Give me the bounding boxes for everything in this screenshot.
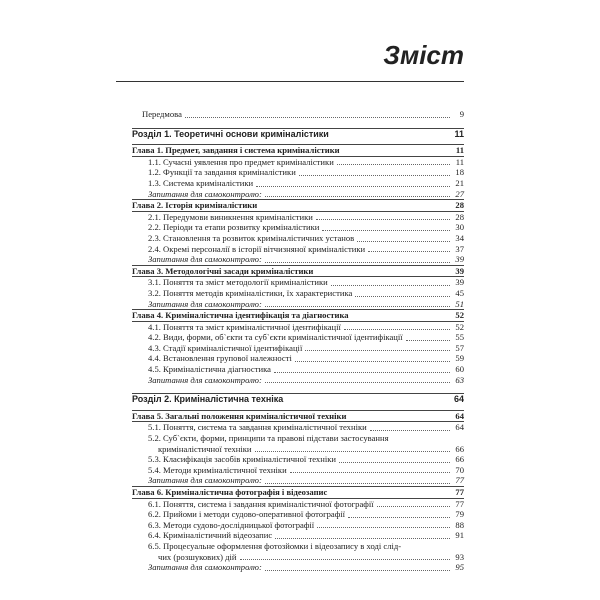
toc-entry-text: 4.2. Види, форми, об`єкти та суб`єкти криміналістичної ідентифікації	[148, 332, 403, 343]
toc-page-number: 93	[455, 551, 464, 562]
toc-entry-text: Запитання для самоконтролю:	[148, 475, 262, 486]
toc-section-entry[interactable]	[132, 353, 464, 364]
dot-leader	[265, 483, 450, 484]
toc-chapter-heading[interactable]	[132, 199, 464, 212]
toc-section-entry[interactable]	[132, 332, 464, 343]
toc-page-number: 27	[455, 188, 464, 199]
toc-section-entry[interactable]	[132, 157, 464, 168]
page-title: Зміст	[383, 40, 464, 70]
toc-entry-text: 5.4. Методи криміналістичної техніки	[148, 464, 287, 475]
toc-page-number: 88	[455, 519, 464, 530]
toc-entry-text: 3.1. Поняття та зміст методології криміналістики	[148, 277, 328, 288]
toc-entry-text: 1.3. Система криміналістики	[148, 177, 254, 188]
toc-entry-text: 2.1. Передумови виникнення криміналістики	[148, 211, 313, 222]
toc-entry-text: Передмова	[142, 109, 182, 119]
toc-entry-text: 5.1. Поняття, система та завдання криміналістичної техніки	[148, 422, 367, 433]
toc-page-number: 91	[455, 530, 464, 541]
toc-page-number: 51	[455, 298, 464, 309]
dot-leader	[392, 441, 450, 442]
dot-leader	[255, 451, 451, 452]
toc-part-heading[interactable]	[132, 128, 464, 140]
toc-entry-text: Глава 2. Історія криміналістики	[132, 200, 258, 211]
toc-chapter-heading[interactable]	[132, 486, 464, 499]
dot-leader	[240, 559, 451, 560]
dot-leader	[322, 230, 450, 231]
toc-section-entry[interactable]	[132, 288, 464, 299]
toc-page-number: 77	[455, 498, 464, 509]
toc-entry-text: Розділ 2. Криміналістична техніка	[132, 394, 284, 405]
toc-page-number: 55	[455, 332, 464, 343]
dot-leader	[256, 186, 450, 187]
toc-page-number: 34	[455, 232, 464, 243]
toc-entry-text: 1.1. Сучасні уявлення про предмет криміналістики	[148, 156, 334, 167]
toc-chapter-heading[interactable]	[132, 309, 464, 322]
toc-entry-text: Запитання для самоконтролю:	[148, 562, 262, 573]
dot-leader	[406, 340, 450, 341]
toc-entry-text: 2.4. Окремі персоналії в історії вітчизняної криміналістики	[148, 243, 366, 254]
toc-self-check-entry[interactable]	[132, 189, 464, 200]
toc-page-number: 52	[455, 321, 464, 332]
toc-section-entry[interactable]	[132, 454, 464, 465]
toc-section-entry[interactable]	[132, 433, 464, 444]
toc-entry-text: 4.1. Поняття та зміст криміналістичної ідентифікації	[148, 321, 341, 332]
toc-page-number: 64	[455, 410, 464, 421]
toc-page-number: 77	[455, 475, 464, 486]
dot-leader	[337, 164, 450, 165]
toc-page-number: 28	[455, 200, 464, 211]
dot-leader	[339, 462, 450, 463]
toc-chapter-heading[interactable]	[132, 265, 464, 278]
toc-entry-text: Глава 5. Загальні положення криміналістичної техніки	[132, 410, 347, 421]
toc-entry-text: 6.2. Прийоми і методи судово-оперативної фотографії	[148, 509, 346, 520]
toc-page-number: 64	[453, 394, 464, 405]
toc-section-entry[interactable]	[132, 422, 464, 433]
toc-entry-text: 6.3. Методи судово-дослідницької фотографії	[148, 519, 315, 530]
toc-self-check-entry[interactable]	[132, 375, 464, 386]
toc-section-entry[interactable]	[132, 364, 464, 375]
dot-leader	[275, 538, 450, 539]
toc-page-number: 60	[455, 364, 464, 375]
toc-entry-text: Запитання для самоконтролю:	[148, 188, 262, 199]
toc-chapter-heading[interactable]	[132, 144, 464, 157]
toc-section-entry[interactable]	[132, 520, 464, 531]
toc-entry-text: 5.3. Класифікація засобів криміналістичної техніки	[148, 454, 336, 465]
toc-entry-text: Глава 4. Криміналістична ідентифікація та діагностика	[132, 310, 349, 321]
dot-leader	[265, 196, 450, 197]
dot-leader	[331, 285, 450, 286]
toc-entry-text: 1.2. Функції та завдання криміналістики	[148, 167, 296, 178]
dot-leader	[377, 506, 450, 507]
dot-leader	[295, 361, 450, 362]
dot-leader	[344, 329, 450, 330]
toc-section-entry[interactable]	[132, 343, 464, 354]
dot-leader	[370, 430, 450, 431]
dot-leader	[265, 306, 450, 307]
toc-self-check-entry[interactable]	[132, 475, 464, 486]
toc-entry-text: 3.2. Поняття методів криміналістики, їх характеристика	[148, 287, 353, 298]
toc-page-number: 66	[455, 443, 464, 454]
toc-page-number: 39	[455, 265, 464, 276]
toc-self-check-entry[interactable]	[132, 254, 464, 265]
toc-page-number: 21	[455, 177, 464, 188]
toc-section-entry[interactable]	[132, 530, 464, 541]
toc-page-number: 11	[454, 128, 464, 139]
dot-leader	[404, 549, 450, 550]
heading-rule	[116, 81, 464, 82]
dot-leader	[317, 527, 450, 528]
contents-heading	[116, 40, 464, 82]
dot-leader	[274, 372, 450, 373]
toc-self-check-entry[interactable]	[132, 562, 464, 573]
toc-entry-text: 4.5. Криміналістична діагностика	[148, 364, 271, 375]
toc-page-number: 30	[455, 222, 464, 233]
toc-entry-text: 2.3. Становлення та розвиток криміналістичних установ	[148, 232, 355, 243]
dot-leader	[316, 219, 450, 220]
toc-entry-text: чих (розшукових) дій	[158, 551, 237, 562]
toc-entry-preface[interactable]	[132, 109, 464, 120]
toc-part-heading[interactable]	[132, 393, 464, 405]
toc-section-entry[interactable]	[132, 212, 464, 223]
toc-page-number: 52	[455, 310, 464, 321]
toc-page-number: 11	[455, 145, 464, 156]
toc-entry-text: Запитання для самоконтролю:	[148, 254, 262, 265]
dot-leader	[357, 241, 450, 242]
toc-entry-text: 6.4. Криміналістичний відеозапис	[148, 530, 273, 541]
toc-page-number: 18	[455, 167, 464, 178]
toc-page-number: 70	[455, 464, 464, 475]
toc-section-entry[interactable]	[132, 509, 464, 520]
dot-leader	[299, 175, 450, 176]
dot-leader	[265, 570, 450, 571]
toc-page-number: 39	[455, 277, 464, 288]
dot-leader	[290, 472, 450, 473]
toc-section-continuation[interactable]	[132, 552, 464, 563]
toc-section-entry[interactable]	[132, 499, 464, 510]
toc-entry-text: 4.3. Стадії криміналістичної ідентифікації	[148, 342, 303, 353]
toc-entry-text: Розділ 1. Теоретичні основи криміналістики	[132, 128, 329, 139]
toc-entry-text: Глава 6. Криміналістична фотографія і відеозапис	[132, 487, 328, 497]
toc-page-number: 37	[455, 243, 464, 254]
toc-entry-text: 6.1. Поняття, система і завдання криміналістичної фотографії	[148, 498, 374, 509]
toc-page-number: 45	[455, 287, 464, 298]
toc-page-number: 11	[455, 156, 464, 167]
toc-chapter-heading[interactable]	[132, 410, 464, 423]
toc-page-number: 39	[455, 254, 464, 265]
toc-section-continuation[interactable]	[132, 444, 464, 455]
dot-leader	[265, 262, 450, 263]
toc-section-entry[interactable]	[132, 244, 464, 255]
toc-page-number: 95	[455, 562, 464, 573]
dot-leader	[305, 350, 450, 351]
toc-page-number: 28	[455, 211, 464, 222]
toc-entry-text: криміналістичної техніки	[158, 443, 252, 454]
toc-entry-text: 5.2. Суб`єкти, форми, принципи та правові підстави застосування	[148, 433, 389, 444]
toc-entry-text: Глава 3. Методологічні засади криміналістики	[132, 265, 314, 276]
toc-spacer	[132, 120, 464, 128]
toc-page-number: 77	[455, 487, 464, 497]
toc-entry-text: Запитання для самоконтролю:	[148, 298, 262, 309]
toc-entry-text: Глава 1. Предмет, завдання і система криміналістики	[132, 145, 340, 156]
dot-leader	[348, 517, 450, 518]
toc-page-number: 64	[455, 422, 464, 433]
toc-self-check-entry[interactable]	[132, 299, 464, 310]
toc-page-number: 57	[455, 342, 464, 353]
toc-entry-text: 2.2. Періоди та етапи розвитку криміналістики	[148, 222, 320, 233]
toc-section-entry[interactable]	[132, 541, 464, 552]
toc-page-number: 66	[455, 454, 464, 465]
toc-section-entry[interactable]	[132, 167, 464, 178]
dot-leader	[368, 251, 450, 252]
toc-section-entry[interactable]	[132, 322, 464, 333]
toc-section-entry[interactable]	[132, 465, 464, 476]
toc-section-entry[interactable]	[132, 178, 464, 189]
toc-entry-text: Запитання для самоконтролю:	[148, 374, 262, 385]
dot-leader	[355, 296, 450, 297]
toc-page-number: 59	[455, 353, 464, 364]
toc-page-number: 63	[455, 374, 464, 385]
toc-entry-text: 6.5. Процесуальне оформлення фотозйомки і відеозапису в ході слід-	[148, 540, 402, 551]
dot-leader	[185, 117, 450, 118]
toc-section-entry[interactable]	[132, 277, 464, 288]
toc-section-entry[interactable]	[132, 233, 464, 244]
toc-section-entry[interactable]	[132, 222, 464, 233]
dot-leader	[265, 382, 450, 383]
table-of-contents	[132, 109, 464, 573]
toc-entry-text: 4.4. Встановлення групової належності	[148, 353, 292, 364]
toc-page-number: 9	[459, 109, 464, 119]
toc-page-number: 79	[455, 509, 464, 520]
toc-spacer	[132, 385, 464, 393]
